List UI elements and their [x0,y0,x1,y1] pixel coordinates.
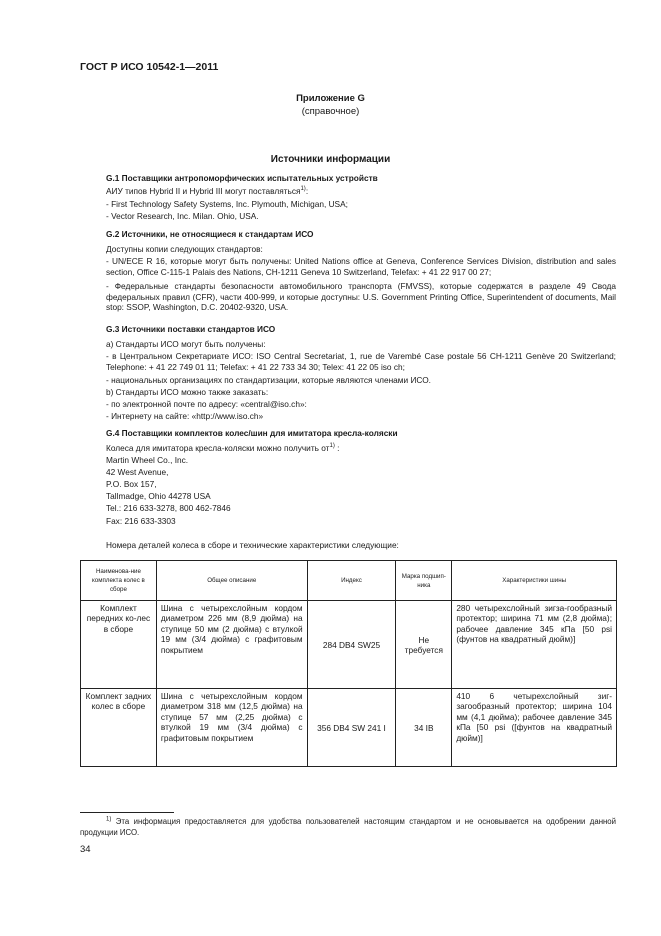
page-title: Источники информации [270,154,391,165]
section-heading-g3: G.3 Источники поставки стандартов ИСО [106,324,276,334]
g2-line: Доступны копии следующих стандартов: [106,244,263,254]
column-header: Марка подшип-ника [396,561,452,601]
table-intro: Номера деталей колеса в сборе и технические характеристики следующие: [106,540,399,550]
column-header: Характеристики шины [452,561,617,601]
g3-line: - по электронной почте по адресу: «central@iso.ch»: [106,399,307,409]
table-cell: 280 четырехслойный зигза-гообразный протектор; ширина 71 мм (2,8 дюйма); рабочее давление 345 кПа [50 psi (фунтов на квадратный дюйм)] [452,601,617,689]
section-heading-g2: G.2 Источники, не относящиеся к стандартам ИСО [106,229,314,239]
address-line: P.O. Box 157, [106,479,157,489]
table-cell: 356 DB4 SW 241 I [307,689,396,767]
g2-paragraph: - UN/ECE R 16, которые могут быть получены: United Nations office at Geneva, Conference Services Division, distribution and sales section, Office C-115-1 Palais des Nations, CH-1211 Geneva 10 Switzerland, Telefax: + 41 22 917 00 27; [106,256,616,277]
table-row [81,601,617,689]
g3-paragraph: - в Центральном Секретариате ИСО: ISO Central Secretariat, 1, rue de Varembé Case postale 56 CH-1211 Genève 20 Switzerland; Telephone: + 41 22 749 01 11; Telefax: + 41 22 733 34 30; Telex: 41 22 05 iso ch; [106,351,616,372]
table-cell: Комплект задних колес в сборе [81,689,157,767]
g3-line: a) Стандарты ИСО могут быть получены: [106,339,266,349]
section-heading-g1: G.1 Поставщики антропоморфических испытательных устройств [106,173,378,183]
address-line: Fax: 216 633-3303 [106,516,176,526]
address-line: Martin Wheel Co., Inc. [106,455,189,465]
table-header-row [81,561,617,601]
footnote: $^{1)}$ Эта информация предоставляется для удобства пользователей настоящим стандартом и не основывается на одобрении данной продукции ИСО. [80,816,616,837]
footnote-divider [80,812,174,813]
footnote-marker: 1) [106,816,112,823]
g1-line: - First Technology Safety Systems, Inc. Plymouth, Michigan, USA; [106,199,348,209]
g2-paragraph: - Федеральные стандарты безопасности автомобильного транспорта (FMVSS), которые содержатся в разделе 49 Свода федеральных правил (CFR), части 400-999, и которые доступны: U.S. Government Printing Office, Superintendent of documents, Mail stop: SSOP, Washington, D.C. 20402-9320, USA. [106,281,616,312]
g4-line: Колеса для имитатора кресла-коляски можно получить $от^{1)}$ : [106,443,340,453]
table-cell: Не требуется [396,601,452,689]
page-number: 34 [80,844,91,855]
annex-subtitle: (справочное) [301,106,360,117]
g3-line: - национальных организациях по стандартизации, которые являются членами ИСО. [106,375,431,385]
annex-title: Приложение G [296,93,365,104]
g1-line: АИУ типов Hybrid II и Hybrid III могут поставляться$^{1)}$: [106,186,309,196]
g1-line: - Vector Research, Inc. Milan. Ohio, USA. [106,211,259,221]
table-row [81,689,617,767]
column-header: Общее описание [156,561,307,601]
column-header: Индекс [307,561,396,601]
footnote-ref: 1) [300,186,306,193]
footnote-ref: 1) [329,443,335,450]
table-cell: Шина с четырехслойным кордом диаметром 318 мм (12,5 дюйма) на ступице 57 мм (2,25 дюйма) с втулкой 19 мм (3/4 дюйма) с графитовым покрытием [156,689,307,767]
column-header: Наименова-ние комплекта колес в сборе [81,561,157,601]
address-line: Tel.: 216 633-3278, 800 462-7846 [106,503,231,513]
document-header: ГОСТ Р ИСО 10542-1—2011 [80,61,219,73]
table-cell: 34 IB [396,689,452,767]
address-line: Tallmadge, Ohio 44278 USA [106,491,211,501]
address-line: 42 West Avenue, [106,467,169,477]
section-heading-g4: G.4 Поставщики комплектов колес/шин для имитатора кресла-коляски [106,428,398,438]
table-cell: 284 DB4 SW25 [307,601,396,689]
table-cell: 410 6 четырехслойный зиг-загообразный протектор; ширина 104 мм (4,1 дюйма); рабочее давление 345 кПа [50 psi ([фунтов на квадратный дюйм)] [452,689,617,767]
g3-line: - Интернету на сайте: «http://www.iso.ch» [106,411,264,421]
wheel-specs-table [80,560,617,767]
table-cell: Шина с четырехслойным кордом диаметром 226 мм (8,9 дюйма) на ступице 50 мм (2 дюйма) с втулкой 19 мм (3/4 дюйма) с графитовым покрытием [156,601,307,689]
table-cell: Комплект передних ко-лес в сборе [81,601,157,689]
g3-line: b) Стандарты ИСО можно также заказать: [106,387,269,397]
